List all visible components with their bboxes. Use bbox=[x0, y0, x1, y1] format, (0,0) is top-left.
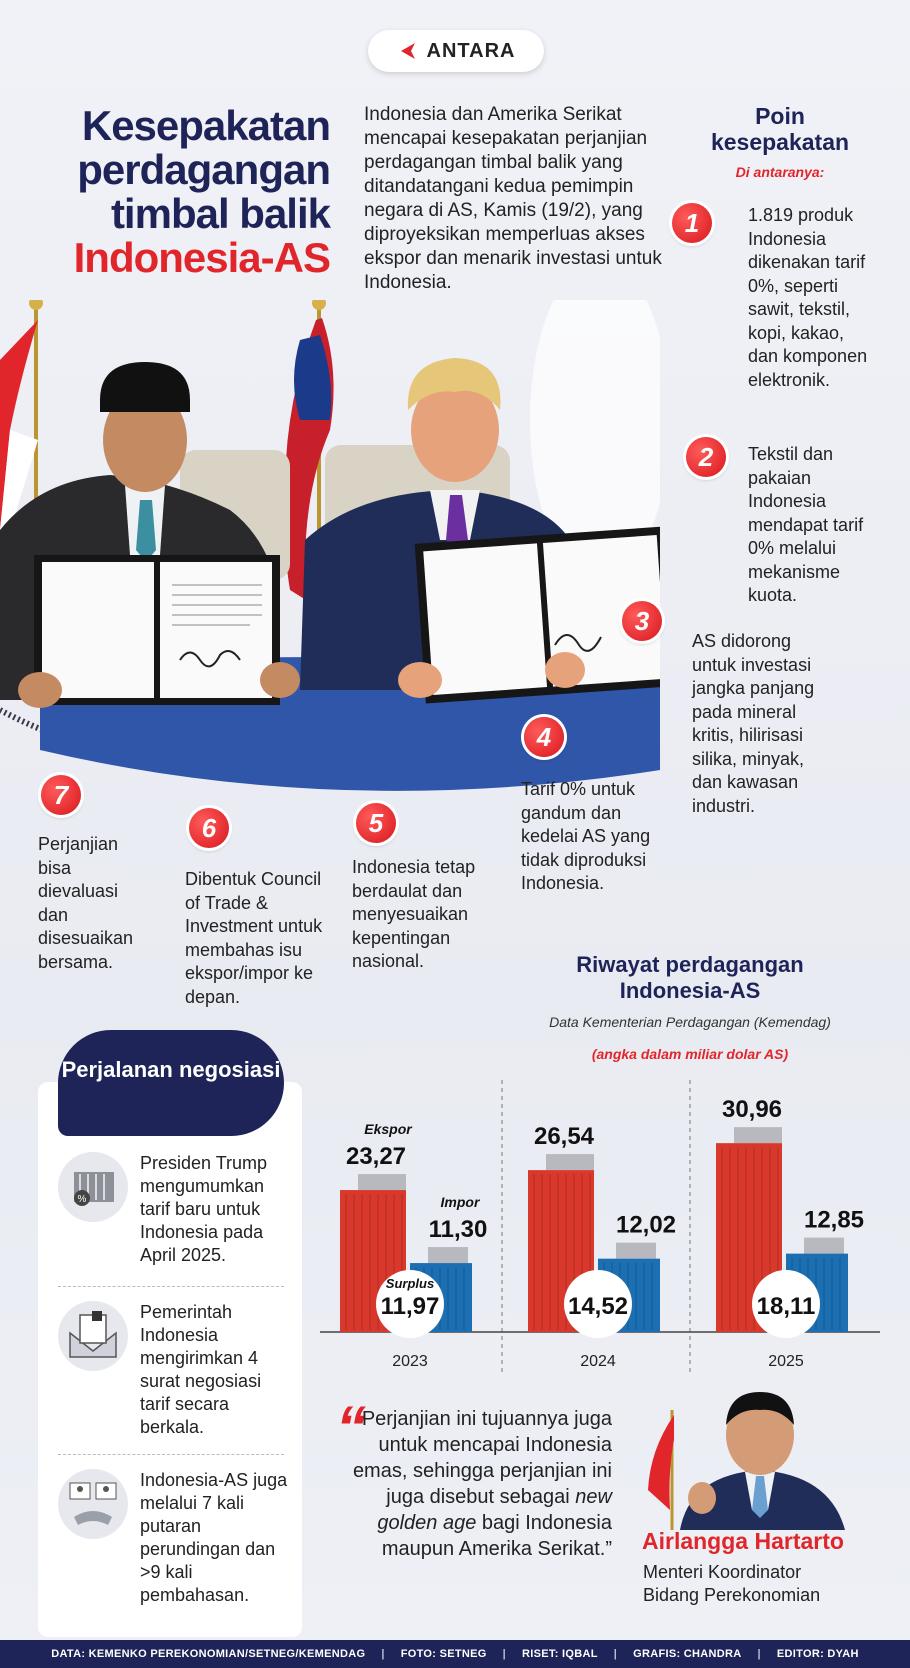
point-badge-5: 5 bbox=[356, 803, 396, 843]
import-value: 11,30 bbox=[428, 1216, 488, 1244]
quote-text bbox=[340, 1406, 612, 1562]
point-text-3: AS didorong untuk investasi jangka panjang pada mineral kritis, hilirisasi silika, minyak, dan kawasan industri. bbox=[692, 631, 815, 816]
import-value: 12,02 bbox=[615, 1211, 677, 1239]
minister-portrait bbox=[640, 1380, 860, 1530]
year-label: 2025 bbox=[768, 1353, 804, 1370]
point-badge-4: 4 bbox=[524, 717, 564, 757]
negotiation-item bbox=[58, 1469, 288, 1607]
divider bbox=[58, 1286, 284, 1287]
minister-name: Airlangga Hartarto bbox=[642, 1528, 844, 1554]
point-badge-2: 2 bbox=[686, 437, 726, 477]
point-text-6: Dibentuk Council of Trade & Investment untuk membahas isu ekspor/impor ke depan. bbox=[185, 869, 323, 1007]
credit-foto: FOTO: SETNEG bbox=[400, 1648, 487, 1660]
point-text-5: Indonesia tetap berdaulat dan menyesuaikan kepentingan nasional. bbox=[352, 857, 476, 971]
credit-editor: EDITOR: DYAH bbox=[776, 1648, 859, 1660]
envelope-icon bbox=[58, 1301, 128, 1371]
export-value: 30,96 bbox=[721, 1096, 783, 1124]
credits-footer bbox=[0, 1640, 910, 1668]
divider bbox=[58, 1454, 284, 1455]
negotiation-text-1: Presiden Trump mengumumkan tarif baru untuk Indonesia pada April 2025. bbox=[140, 1153, 268, 1265]
chart-title: Riwayat perdagangan Indonesia-AS bbox=[576, 952, 804, 1003]
export-bar-cap bbox=[358, 1174, 406, 1190]
page-title bbox=[74, 104, 330, 280]
quote-part-2: bagi Indonesia maupun Amerika Serikat.” bbox=[381, 1512, 612, 1560]
title-line-4: Indonesia-AS bbox=[73, 234, 330, 281]
separator: | bbox=[613, 1648, 618, 1660]
title-line-1: Kesepakatan bbox=[81, 102, 330, 149]
minister-role-line-2: Bidang Perekonomian bbox=[643, 1585, 821, 1605]
trade-bar-chart bbox=[300, 1080, 900, 1380]
brand-name: ANTARA bbox=[426, 39, 516, 62]
export-value: 26,54 bbox=[533, 1123, 595, 1151]
minister-role-line-1: Menteri Koordinator bbox=[643, 1562, 802, 1582]
negotiation-title: Perjalanan negosiasi bbox=[58, 1030, 284, 1136]
quote-italic: new golden age bbox=[377, 1486, 612, 1534]
point-badge-3: 3 bbox=[622, 601, 662, 641]
surplus-value: 18,11 bbox=[756, 1293, 816, 1320]
separator: | bbox=[381, 1648, 385, 1660]
quote-part-1: Perjanjian ini tujuannya juga untuk mencapai Indonesia emas, sehingga perjanjian ini juga disebut sebagai bbox=[352, 1408, 612, 1508]
year-label: 2024 bbox=[580, 1353, 616, 1370]
credit-riset: RISET: IQBAL bbox=[522, 1648, 598, 1660]
surplus-value: 11,97 bbox=[380, 1293, 440, 1320]
point-text-4: Tarif 0% untuk gandum dan kedelai AS yang tidak diproduksi Indonesia. bbox=[521, 779, 651, 893]
negotiation-item bbox=[58, 1301, 288, 1439]
import-value: 12,85 bbox=[803, 1206, 865, 1234]
poin-title: Poin kesepakatan bbox=[710, 103, 850, 155]
antara-mark-icon bbox=[397, 40, 419, 62]
export-value: 23,27 bbox=[345, 1143, 407, 1171]
meeting-icon bbox=[58, 1469, 128, 1539]
export-bar-cap bbox=[734, 1127, 782, 1143]
legend-import: Impor bbox=[440, 1194, 480, 1211]
minister-role bbox=[643, 1561, 820, 1607]
surplus-value: 14,52 bbox=[567, 1293, 629, 1320]
chart-unit-note: (angka dalam miliar dolar AS) bbox=[591, 1046, 789, 1062]
import-bar-cap bbox=[804, 1238, 844, 1254]
legend-export: Ekspor bbox=[364, 1121, 412, 1138]
intro-text: Indonesia dan Amerika Serikat mencapai kesepakatan perjanjian perdagangan timbal balik yang ditandatangani kedua pemimpin negara di AS, Kamis (19/2), yang diproyeksikan memperluas akses ekspor dan menarik investasi untuk Indonesia. bbox=[364, 104, 662, 293]
negotiation-text-3: Indonesia-AS juga melalui 7 kali putaran perundingan dan >9 kali pembahasan. bbox=[140, 1470, 288, 1605]
container-icon bbox=[58, 1152, 128, 1222]
quote-mark-icon: “ bbox=[336, 1394, 366, 1461]
export-bar-cap bbox=[546, 1154, 594, 1170]
credit-data: DATA: KEMENKO PEREKONOMIAN/SETNEG/KEMENDAG bbox=[51, 1648, 366, 1660]
point-text-7: Perjanjian bisa dievaluasi dan disesuaikan bersama. bbox=[38, 834, 134, 972]
point-badge-1: 1 bbox=[672, 203, 712, 243]
negotiation-text-2: Pemerintah Indonesia mengirimkan 4 surat negosiasi tarif secara berkala. bbox=[140, 1302, 262, 1437]
antara-logo bbox=[368, 30, 544, 72]
import-bar-cap bbox=[428, 1247, 468, 1263]
import-bar-cap bbox=[616, 1243, 656, 1259]
poin-subtitle: Di antaranya: bbox=[735, 164, 825, 180]
point-badge-6: 6 bbox=[189, 808, 229, 848]
credit-grafis: GRAFIS: CHANDRA bbox=[633, 1648, 742, 1660]
title-line-2: perdagangan bbox=[77, 146, 330, 193]
title-line-3: timbal balik bbox=[110, 190, 330, 237]
separator: | bbox=[502, 1648, 507, 1660]
year-label: 2023 bbox=[392, 1353, 428, 1370]
point-text-2: Tekstil dan pakaian Indonesia mendapat tarif 0% melalui mekanisme kuota. bbox=[748, 444, 864, 605]
chart-subtitle: Data Kementerian Perdagangan (Kemendag) bbox=[549, 1014, 831, 1030]
point-text-1: 1.819 produk Indonesia dikenakan tarif 0%, seperti sawit, tekstil, kopi, kakao, dan komponen elektronik. bbox=[748, 205, 868, 390]
svg-text:%: % bbox=[77, 1194, 87, 1205]
point-badge-7: 7 bbox=[41, 775, 81, 815]
negotiation-item bbox=[58, 1152, 288, 1267]
legend-surplus: Surplus bbox=[385, 1276, 435, 1291]
separator: | bbox=[757, 1648, 761, 1660]
